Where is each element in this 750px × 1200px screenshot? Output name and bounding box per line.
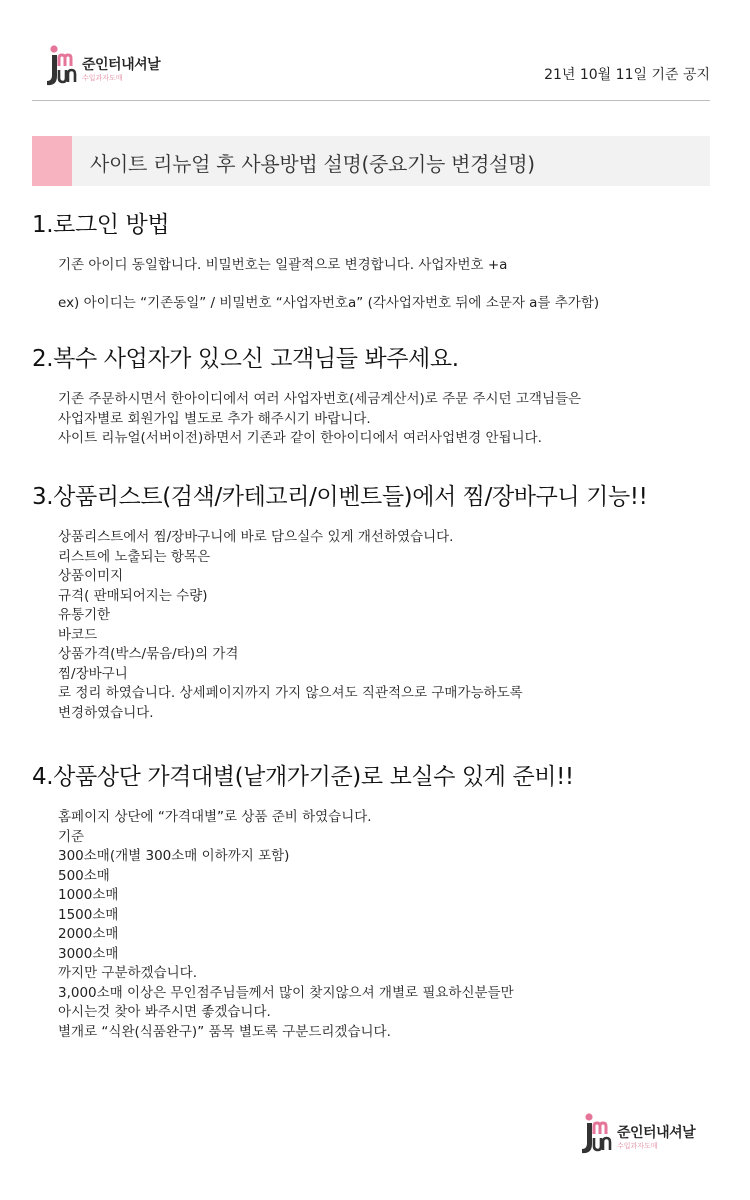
- section-body: [32, 390, 712, 449]
- section-login: [32, 210, 712, 313]
- body-line: 3000소매: [58, 945, 119, 962]
- title-accent-block: [32, 136, 72, 186]
- body-line: 3,000소매 이상은 무인점주님들께서 많이 찾지않으셔 개별로 필요하신분들만: [58, 984, 514, 1001]
- section-multiple-business: [32, 344, 712, 449]
- brand-name: 준인터내셔날: [82, 57, 161, 73]
- body-line: 2000소매: [58, 926, 119, 942]
- body-line: 아시는것 찾아 봐주시면 좋겠습니다.: [58, 1004, 271, 1020]
- brand-logo-mark: [577, 1112, 613, 1156]
- body-line: 유통기한: [58, 607, 111, 623]
- body-line: 500소매: [58, 867, 110, 884]
- section-product-list: [32, 482, 712, 723]
- section-heading: 3.상품리스트(검색/카테고리/이벤트들)에서 찜/장바구니 기능!!: [32, 484, 648, 510]
- section-body: [32, 528, 712, 723]
- body-line: 기존 아이디 동일합니다. 비밀번호는 일괄적으로 변경합니다. 사업자번호 +a: [58, 257, 508, 273]
- body-line: 1000소매: [58, 887, 119, 903]
- body-line: 기존 주문하시면서 한아이디에서 여러 사업자번호(세금계산서)로 주문 주시던 고객님들은: [58, 391, 582, 407]
- section-heading: 4.상품상단 가격대별(낱개가기준)로 보실수 있게 준비!!: [32, 764, 574, 790]
- body-line: 기준: [58, 828, 85, 845]
- body-line: ex) 아이디는 “기존동일” / 비밀번호 “사업자번호a” (각사업자번호 뒤에 소문자 a를 추가함): [58, 294, 600, 311]
- notice-date: 21년 10월 11일 기준 공지: [544, 67, 710, 83]
- brand-tagline: 수입과자도매: [82, 74, 123, 82]
- footer-brand-logo[interactable]: [577, 1112, 717, 1156]
- brand-tagline: 수입과자도매: [617, 1142, 658, 1150]
- title-bar: [32, 136, 710, 186]
- body-line: 상품가격(박스/묶음/타)의 가격: [58, 646, 239, 662]
- body-line: 1500소매: [58, 906, 119, 923]
- section-heading: 2.복수 사업자가 있으신 고객님들 봐주세요.: [32, 346, 459, 372]
- body-line: 사이트 리뉴얼(서버이전)하면서 기존과 같이 한아이디에서 여러사업변경 안됩니다.: [58, 430, 542, 446]
- body-line: 상품리스트에서 찜/장바구니에 바로 담으실수 있게 개선하였습니다.: [58, 529, 454, 545]
- brand-logo[interactable]: [42, 44, 182, 88]
- body-line: 로 정리 하였습니다. 상세페이지까지 가지 않으셔도 직관적으로 구매가능하도록: [58, 685, 523, 701]
- body-line: 별개로 “식완(식품완구)” 품목 별도록 구분드리겠습니다.: [58, 1023, 391, 1040]
- body-line: 상품이미지: [58, 568, 124, 584]
- section-body: [32, 808, 712, 1042]
- brand-logo-mark: [42, 44, 78, 88]
- body-line: 규격( 판매되어지는 수량): [58, 587, 208, 604]
- section-body: [32, 256, 712, 313]
- body-line: 바코드: [58, 626, 98, 643]
- page-header: [32, 40, 710, 101]
- body-line: 변경하였습니다.: [58, 704, 154, 721]
- body-line: 홈페이지 상단에 “가격대별”로 상품 준비 하였습니다.: [58, 809, 372, 825]
- body-line: 리스트에 노출되는 항목은: [58, 548, 211, 565]
- brand-name: 준인터내셔날: [617, 1125, 696, 1141]
- body-line: 까지만 구분하겠습니다.: [58, 965, 197, 981]
- section-heading: 1.로그인 방법: [32, 212, 170, 238]
- body-line: 사업자별로 회원가입 별도로 추가 해주시기 바랍니다.: [58, 410, 371, 427]
- body-line: 찜/장바구니: [58, 665, 128, 682]
- body-line: 300소매(개별 300소매 이하까지 포함): [58, 848, 290, 864]
- page-title: 사이트 리뉴얼 후 사용방법 설명(중요기능 변경설명): [90, 152, 535, 176]
- section-price-range: [32, 762, 712, 1042]
